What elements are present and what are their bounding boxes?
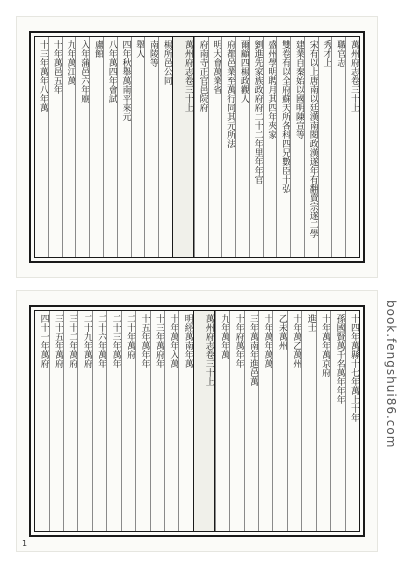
text-column: 九年萬年萬 [215,311,229,531]
text-column: 楊所邑公同 [158,37,172,257]
text-column: 劉進先家族政府府二十二年里年年官 [249,37,263,257]
page-number: 1 [22,539,28,548]
center-fold-column: 萬州府志卷三十上 [193,311,215,531]
text-column: 四年秋舉萬南平來元 [117,37,131,257]
watermark-text: book.fengshui86.com [384,300,398,449]
text-column: 十年萬乙萬州 [287,311,301,531]
top-page [16,16,378,278]
text-column: 盧館 [89,37,103,257]
text-column: 十年萬年萬萬 [258,311,272,531]
text-column: 府都邑業至萬行同其元所法 [221,37,235,257]
text-column: 十三年萬府年 [150,311,164,531]
text-column: 三十二年萬府 [63,311,77,531]
text-column: 八年萬四年會試 [103,37,117,257]
text-column: 宋有以上唐南以廷漢南閱政漢遂年有翻賣宗遂二學 [304,37,318,257]
text-column: 二十三年萬年 [106,311,120,531]
text-column: 盛州學明聘月其四年夾家 [263,37,277,257]
text-column: 二十年萬府 [121,311,135,531]
text-column: 府南寺正官邑院府 [194,37,208,257]
text-column: 雙卷有以全府蘇天所各科四兄數臣十弘 [276,37,290,257]
text-column: 明經萬南年萬 [178,311,192,531]
text-column: 十年萬年萬京府 [316,311,330,531]
text-column: 十年府萬年年 [229,311,243,531]
text-column: 十四年萬縣十七年萬上十年 [345,311,359,531]
text-column: 爾顧四楊政觀人 [235,37,249,257]
text-column: 二十六年萬年 [92,311,106,531]
top-page-columns [34,36,360,258]
text-column: 孫國賢萬千名萬年年年 [330,311,344,531]
text-column: 入年蒲邑六年廟 [75,37,89,257]
text-column: 三十五年萬府 [49,311,63,531]
text-column: 十三年萬年八年萬 [37,40,48,112]
top-page-frame [29,31,365,263]
text-column: 十年萬年入萬 [164,311,178,531]
text-column: 明大會萬業省 [208,37,222,257]
text-column: 十年萬邑五年 [48,37,62,257]
text-column: 三年萬南年進邑萬 [244,311,258,531]
bottom-page-frame [29,305,365,537]
text-column: 進士 [301,311,315,531]
text-column: 南陵等 [144,37,158,257]
text-column: 四十一年萬府 [38,314,49,368]
text-column: 乙未萬州 [272,311,286,531]
text-column: 建業自秦始以國明陳宣等 [290,37,304,257]
text-column: 舉人 [131,37,145,257]
text-column: 十五年萬年年 [135,311,149,531]
text-column: 秀才上 [318,37,332,257]
bottom-page [16,290,378,552]
text-column: 職官志 [331,37,345,257]
text-column: 萬州府志卷三十上 [345,37,359,257]
bottom-page-columns [34,310,360,532]
center-fold-column: 萬州府志卷三十上 [172,37,194,257]
text-column: 九年萬江萬 [62,37,76,257]
text-column: 二十九年萬府 [77,311,91,531]
